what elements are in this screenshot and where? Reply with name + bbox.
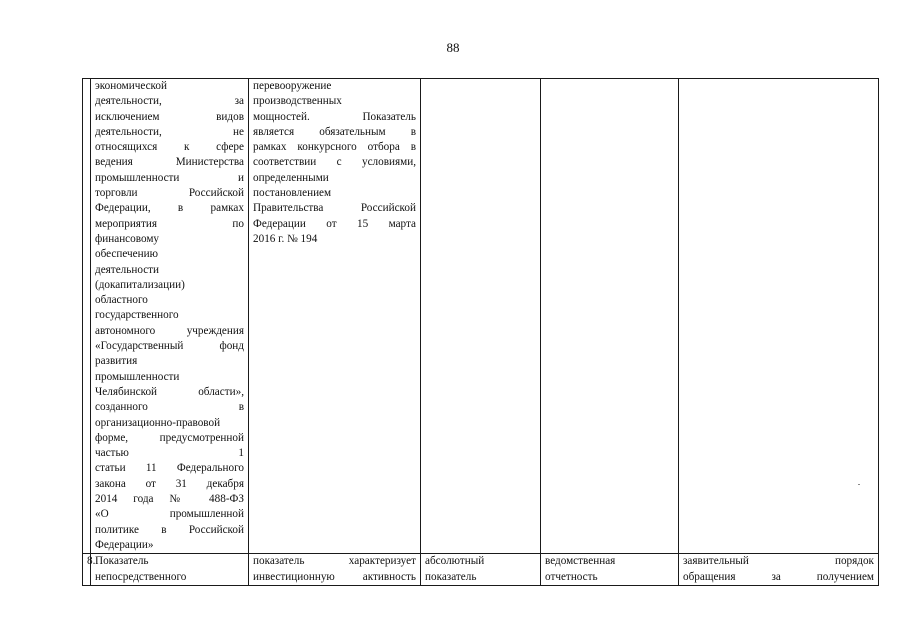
text-line: развития [95, 355, 138, 368]
text-line: Федерации от 15 марта [253, 217, 416, 230]
text-line: заявительный порядок [683, 555, 874, 568]
text-line: постановлением [253, 187, 332, 200]
text-line: «Государственный фонд [95, 340, 244, 353]
cell-procedure [679, 79, 879, 554]
text-line: политике в Российской [95, 523, 244, 536]
text-line: экономической [95, 80, 167, 92]
text-line: соответствии с условиями, [253, 156, 416, 169]
cell-procedure [679, 554, 879, 586]
text-line: торговли Российской [95, 187, 244, 200]
text-line: определенными [253, 171, 329, 184]
text-line: частью 1 [95, 447, 244, 460]
cell-number: 8. [83, 554, 91, 586]
text-line: инвестиционную активность [253, 570, 416, 583]
text-line: финансовому [95, 232, 159, 245]
text-line: закона от 31 декабря [95, 477, 244, 490]
text-line: Правительства Российской [253, 202, 416, 215]
cell-indicator-type [421, 79, 541, 554]
cell-indicator-name [91, 554, 249, 586]
text-line: деятельности [95, 263, 160, 276]
text-line: государственного [95, 309, 179, 322]
indicator-table [82, 78, 879, 586]
text-line: непосредственного [95, 570, 187, 583]
text-line: обеспечению [95, 248, 158, 261]
text-line: 2014 года № 488-ФЗ [95, 493, 244, 506]
text-line: абсолютный [425, 555, 485, 568]
text-line: промышленности [95, 370, 180, 383]
text-line: деятельности, не [95, 125, 244, 138]
text-line: отчетность [545, 570, 598, 583]
text-line: показатель характеризует [253, 555, 416, 568]
text-line: Челябинской области», [95, 385, 244, 398]
text-line: исключением видов [95, 110, 244, 123]
text-line: областного [95, 294, 148, 307]
page-number: 88 [446, 40, 460, 55]
cell-data-source [541, 554, 679, 586]
text-line: ведомственная [545, 555, 616, 568]
text-line: показатель [425, 570, 477, 583]
cell-data-source [541, 79, 679, 554]
text-line: Федерации, в рамках [95, 202, 244, 215]
cell-indicator-name [91, 79, 249, 554]
text-line: перевооружение [253, 80, 332, 92]
text-line: относящихся к сфере [95, 141, 244, 154]
text-line: созданного в [95, 401, 244, 414]
text-line: автономного учреждения [95, 324, 244, 337]
text-line: Федерации» [95, 538, 154, 551]
text-line: обращения за получением [683, 570, 874, 583]
text-line: является обязательным в [253, 125, 416, 138]
cell-indicator-description [249, 79, 421, 554]
table-row-8 [83, 554, 879, 586]
text-line: Показатель [95, 555, 149, 568]
scan-speck [858, 484, 860, 485]
cell-number [83, 79, 91, 554]
text-line: ведения Министерства [95, 156, 244, 169]
text-line: промышленности и [95, 171, 244, 184]
text-line: 2016 г. № 194 [253, 232, 318, 245]
text-line: статьи 11 Федерального [95, 462, 244, 475]
text-line: мощностей. Показатель [253, 110, 416, 123]
table-row-continued [83, 79, 879, 554]
text-line: рамках конкурсного отбора в [253, 141, 416, 154]
text-line: «О промышленной [95, 508, 244, 521]
cell-indicator-description [249, 554, 421, 586]
cell-indicator-type [421, 554, 541, 586]
text-line: деятельности, за [95, 95, 244, 108]
text-line: (докапитализации) [95, 278, 185, 291]
text-line: форме, предусмотренной [95, 431, 244, 444]
text-line: мероприятия по [95, 217, 244, 230]
text-line: организационно-правовой [95, 416, 221, 429]
text-line: производственных [253, 95, 342, 108]
